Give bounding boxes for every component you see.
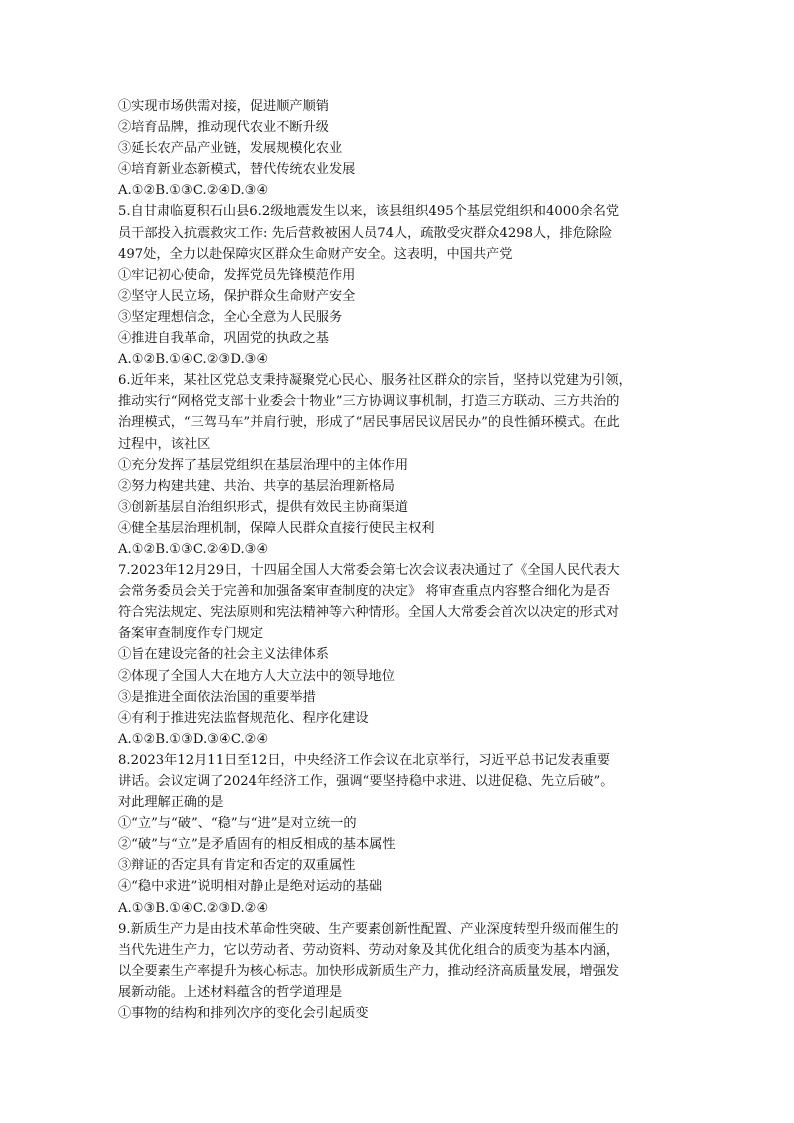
text-line: ④“稳中求进”说明相对静止是绝对运动的基础 <box>118 879 383 895</box>
text-line: A.①②B.①③C.②④D.③④ <box>118 541 269 557</box>
text-line: 8.2023年12月11日至12日，中央经济工作会议在北京举行，习近平总书记发表重要 <box>118 752 611 768</box>
text-line: ②“破”与“立”是矛盾固有的相反相成的基本属性 <box>118 837 396 853</box>
text-line: 以全要素生产率提升为核心标志。加快形成新质生产力，推动经济高质量发展，增强发 <box>118 963 620 979</box>
text-line: ①“立”与“破”、“稳”与“进”是对立统一的 <box>118 816 357 832</box>
text-line: ②努力构建共建、共治、共享的基层治理新格局 <box>118 478 395 494</box>
text-line: ①牢记初心使命，发挥党员先锋模范作用 <box>118 267 356 283</box>
text-line: 当代先进生产力，它以劳动者、劳动资料、劳动对象及其优化组合的质变为基本内涵， <box>118 942 620 958</box>
text-line: 7.2023年12月29日，十四届全国人大常委会第七次会议表决通过了《全国人民代表大 <box>118 563 620 579</box>
text-line: ④培育新业态新模式，替代传统农业发展 <box>118 162 356 178</box>
text-line: ④有利于推进宪法监督规范化、程序化建设 <box>118 710 369 726</box>
text-line: ①充分发挥了基层党组织在基层治理中的主体作用 <box>118 457 409 473</box>
text-line: A.①②B.①③C.②④D.③④ <box>118 183 269 199</box>
text-line: ③是推进全面依法治国的重要举措 <box>118 689 316 705</box>
text-line: ②培育品牌，推动现代农业不断升级 <box>118 120 329 136</box>
text-line: 5.自甘肃临夏积石山县6.2级地震发生以来，该县组织495个基层党组织和4000余名党 <box>118 204 620 220</box>
text-line: ①实现市场供需对接，促进顺产顺销 <box>118 99 329 114</box>
text-line: ③创新基层自治组织形式，提供有效民主协商渠道 <box>118 499 409 515</box>
text-line: 过程中，该社区 <box>118 436 211 452</box>
text-line: 备案审查制度作专门规定 <box>118 626 264 642</box>
text-line: ②坚守人民立场，保护群众生命财产安全 <box>118 288 356 304</box>
text-line: 展新动能。上述材料蕴含的哲学道理是 <box>118 984 343 1000</box>
text-line: 6.近年来，某社区党总支秉持凝聚党心民心、服务社区群众的宗旨，坚持以党建为引领， <box>118 373 632 389</box>
text-line: 9.新质生产力是由技术革命性突破、生产要素创新性配置、产业深度转型升级而催生的 <box>118 921 619 937</box>
text-line: A.①③B.①④C.②③D.②④ <box>118 900 269 916</box>
text-line: 会常务委员会关于完善和加强备案审查制度的决定》 将审查重点内容整合细化为是否 <box>118 584 611 600</box>
text-line: ③坚定理想信念，全心全意为人民服务 <box>118 309 343 325</box>
text-line: ①事物的结构和排列次序的变化会引起质变 <box>118 1006 369 1022</box>
text-line: 497处，全力以赴保障灾区群众生命财产安全。这表明，中国共产党 <box>118 246 513 262</box>
document-page <box>118 96 678 1024</box>
text-line: ④健全基层治理机制，保障人民群众直接行使民主权利 <box>118 520 435 536</box>
text-line: 员干部投入抗震救灾工作: 先后营救被困人员74人，疏散受灾群众4298人，排危除险 <box>118 225 613 241</box>
text-line: A.①②B.①③D.③④C.②④ <box>118 731 269 747</box>
text-line: 符合宪法规定、宪法原则和宪法精神等六种情形。全国人大常委会首次以决定的形式对 <box>118 605 620 621</box>
text-line: ③辩证的否定具有肯定和否定的双重属性 <box>118 858 356 874</box>
text-line: ④推进自我革命，巩固党的执政之基 <box>118 331 329 347</box>
text-line: 对此理解正确的是 <box>118 795 224 811</box>
text-line: 讲话。会议定调了2024年经济工作，强调“要坚持稳中求进、以进促稳、先立后破”。 <box>118 774 614 789</box>
text-line: 推动实行“网格党支部十业委会十物业”三方协调议事机制，打造三方联动、三方共治的 <box>118 394 620 410</box>
text-line: A.①②B.①④C.②③D.③④ <box>118 352 269 368</box>
text-line: ②体现了全国人大在地方人大立法中的领导地位 <box>118 668 395 684</box>
text-line: ③延长农产品产业链，发展规模化农业 <box>118 141 343 157</box>
text-line: 治理模式，“三驾马车”并肩行驶，形成了“居民事居民议居民办”的良性循环模式。在此 <box>118 415 620 431</box>
text-line: ①旨在建设完备的社会主义法律体系 <box>118 647 329 663</box>
